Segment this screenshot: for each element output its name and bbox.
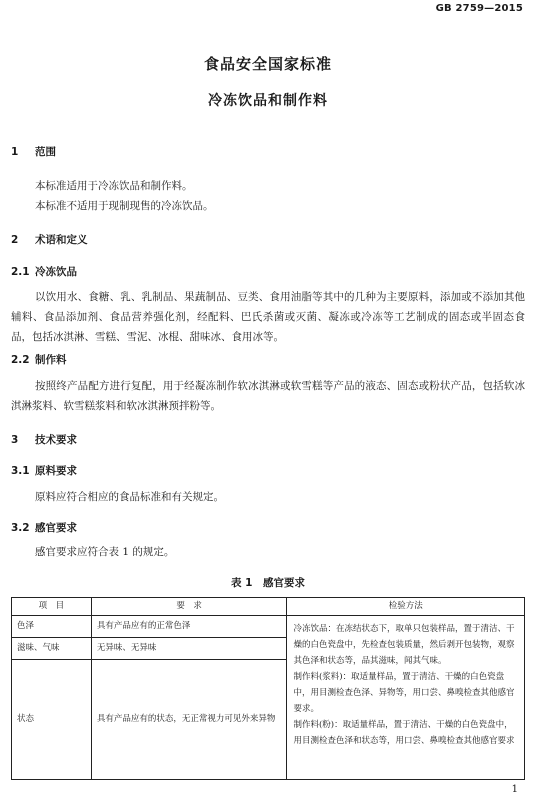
section-number: 3.1 — [11, 465, 30, 477]
section-number: 2.2 — [11, 354, 30, 366]
row-item: 滋味、气味 — [12, 638, 92, 660]
section-title: 技术要求 — [35, 434, 77, 446]
row-requirement: 具有产品应有的正常色泽 — [91, 616, 287, 638]
section-title: 术语和定义 — [35, 234, 88, 246]
section-number: 3 — [11, 434, 19, 446]
table-header-row — [12, 598, 525, 616]
document-subtitle: 冷冻饮品和制作料 — [208, 93, 328, 109]
section-title: 冷冻饮品 — [35, 266, 77, 278]
section-title: 感官要求 — [35, 522, 77, 534]
definition-frozen-drinks: 以饮用水、食糖、乳、乳制品、果蔬制品、豆类、食用油脂等其中的几种为主要原料，添加或不添加其他辅料、食品添加剂、食品营养强化剂，经配料、巴氏杀菌或灭菌、凝冻或冷冻等工艺制成的固态或半固态食品，包括冰淇淋、雪糕、雪泥、冰棍、甜味冰、食用冰等。 — [11, 291, 525, 343]
section-title: 范围 — [35, 146, 56, 158]
subsection-heading-sensory — [11, 520, 77, 535]
method-slurry: 制作料(浆料)：取适量样品，置于清洁、干燥的白色瓷盘中，用目测检查色泽、异物等，用口尝、鼻嗅检查其他感官要求。 — [293, 672, 515, 714]
scope-paragraph-2: 本标准不适用于现制现售的冷冻饮品。 — [35, 200, 214, 212]
section-number: 2.1 — [11, 266, 30, 278]
header-item: 项 目 — [12, 598, 92, 616]
header-requirement: 要 求 — [91, 598, 287, 616]
table-row — [12, 616, 525, 638]
section-heading-technical — [11, 432, 77, 447]
scope-paragraph-1: 本标准适用于冷冻饮品和制作料。 — [35, 180, 193, 192]
document-title: 食品安全国家标准 — [203, 55, 332, 73]
row-requirement: 无异味、无异味 — [91, 638, 287, 660]
section-heading-scope — [11, 144, 56, 159]
row-item: 色泽 — [12, 616, 92, 638]
page-number: 1 — [511, 784, 518, 795]
header-method: 检验方法 — [287, 598, 525, 616]
subsection-heading-frozen-drinks — [11, 264, 77, 279]
definition-making-material: 按照终产品配方进行复配，用于经凝冻制作软冰淇淋或软雪糕等产品的液态、固态或粉状产品，包括软冰淇淋浆料、软雪糕浆料和软冰淇淋预拌粉等。 — [11, 380, 525, 412]
section-number: 3.2 — [11, 522, 30, 534]
standard-code: GB 2759—2015 — [435, 3, 523, 14]
section-title: 制作料 — [35, 354, 67, 366]
method-frozen-drinks: 冷冻饮品：在冻结状态下，取单只包装样品，置于清洁、干燥的白色瓷盘中，先检查包装质量，然后剥开包装物，观察其色泽和状态等，品其滋味，闻其气味。 — [293, 624, 515, 666]
row-requirement: 具有产品应有的状态，无正常视力可见外来异物 — [91, 660, 287, 780]
row-item: 状态 — [12, 660, 92, 780]
sensory-requirements-table — [11, 597, 525, 780]
section-title: 原料要求 — [35, 465, 77, 477]
section-number: 1 — [11, 146, 19, 158]
sensory-requirement-text: 感官要求应符合表 1 的规定。 — [35, 546, 175, 558]
subsection-heading-raw-material — [11, 463, 77, 478]
subsection-heading-making-material — [11, 352, 67, 367]
section-number: 2 — [11, 234, 19, 246]
raw-material-requirement: 原料应符合相应的食品标准和有关规定。 — [35, 491, 224, 503]
inspection-method-cell — [287, 616, 525, 780]
method-powder: 制作料(粉)：取适量样品，置于清洁、干燥的白色瓷盘中，用目测检查色泽和状态等，用口尝、鼻嗅检查其他感官要求 — [293, 720, 515, 746]
table-caption: 表 1 感官要求 — [231, 577, 305, 589]
section-heading-terms — [11, 232, 88, 247]
